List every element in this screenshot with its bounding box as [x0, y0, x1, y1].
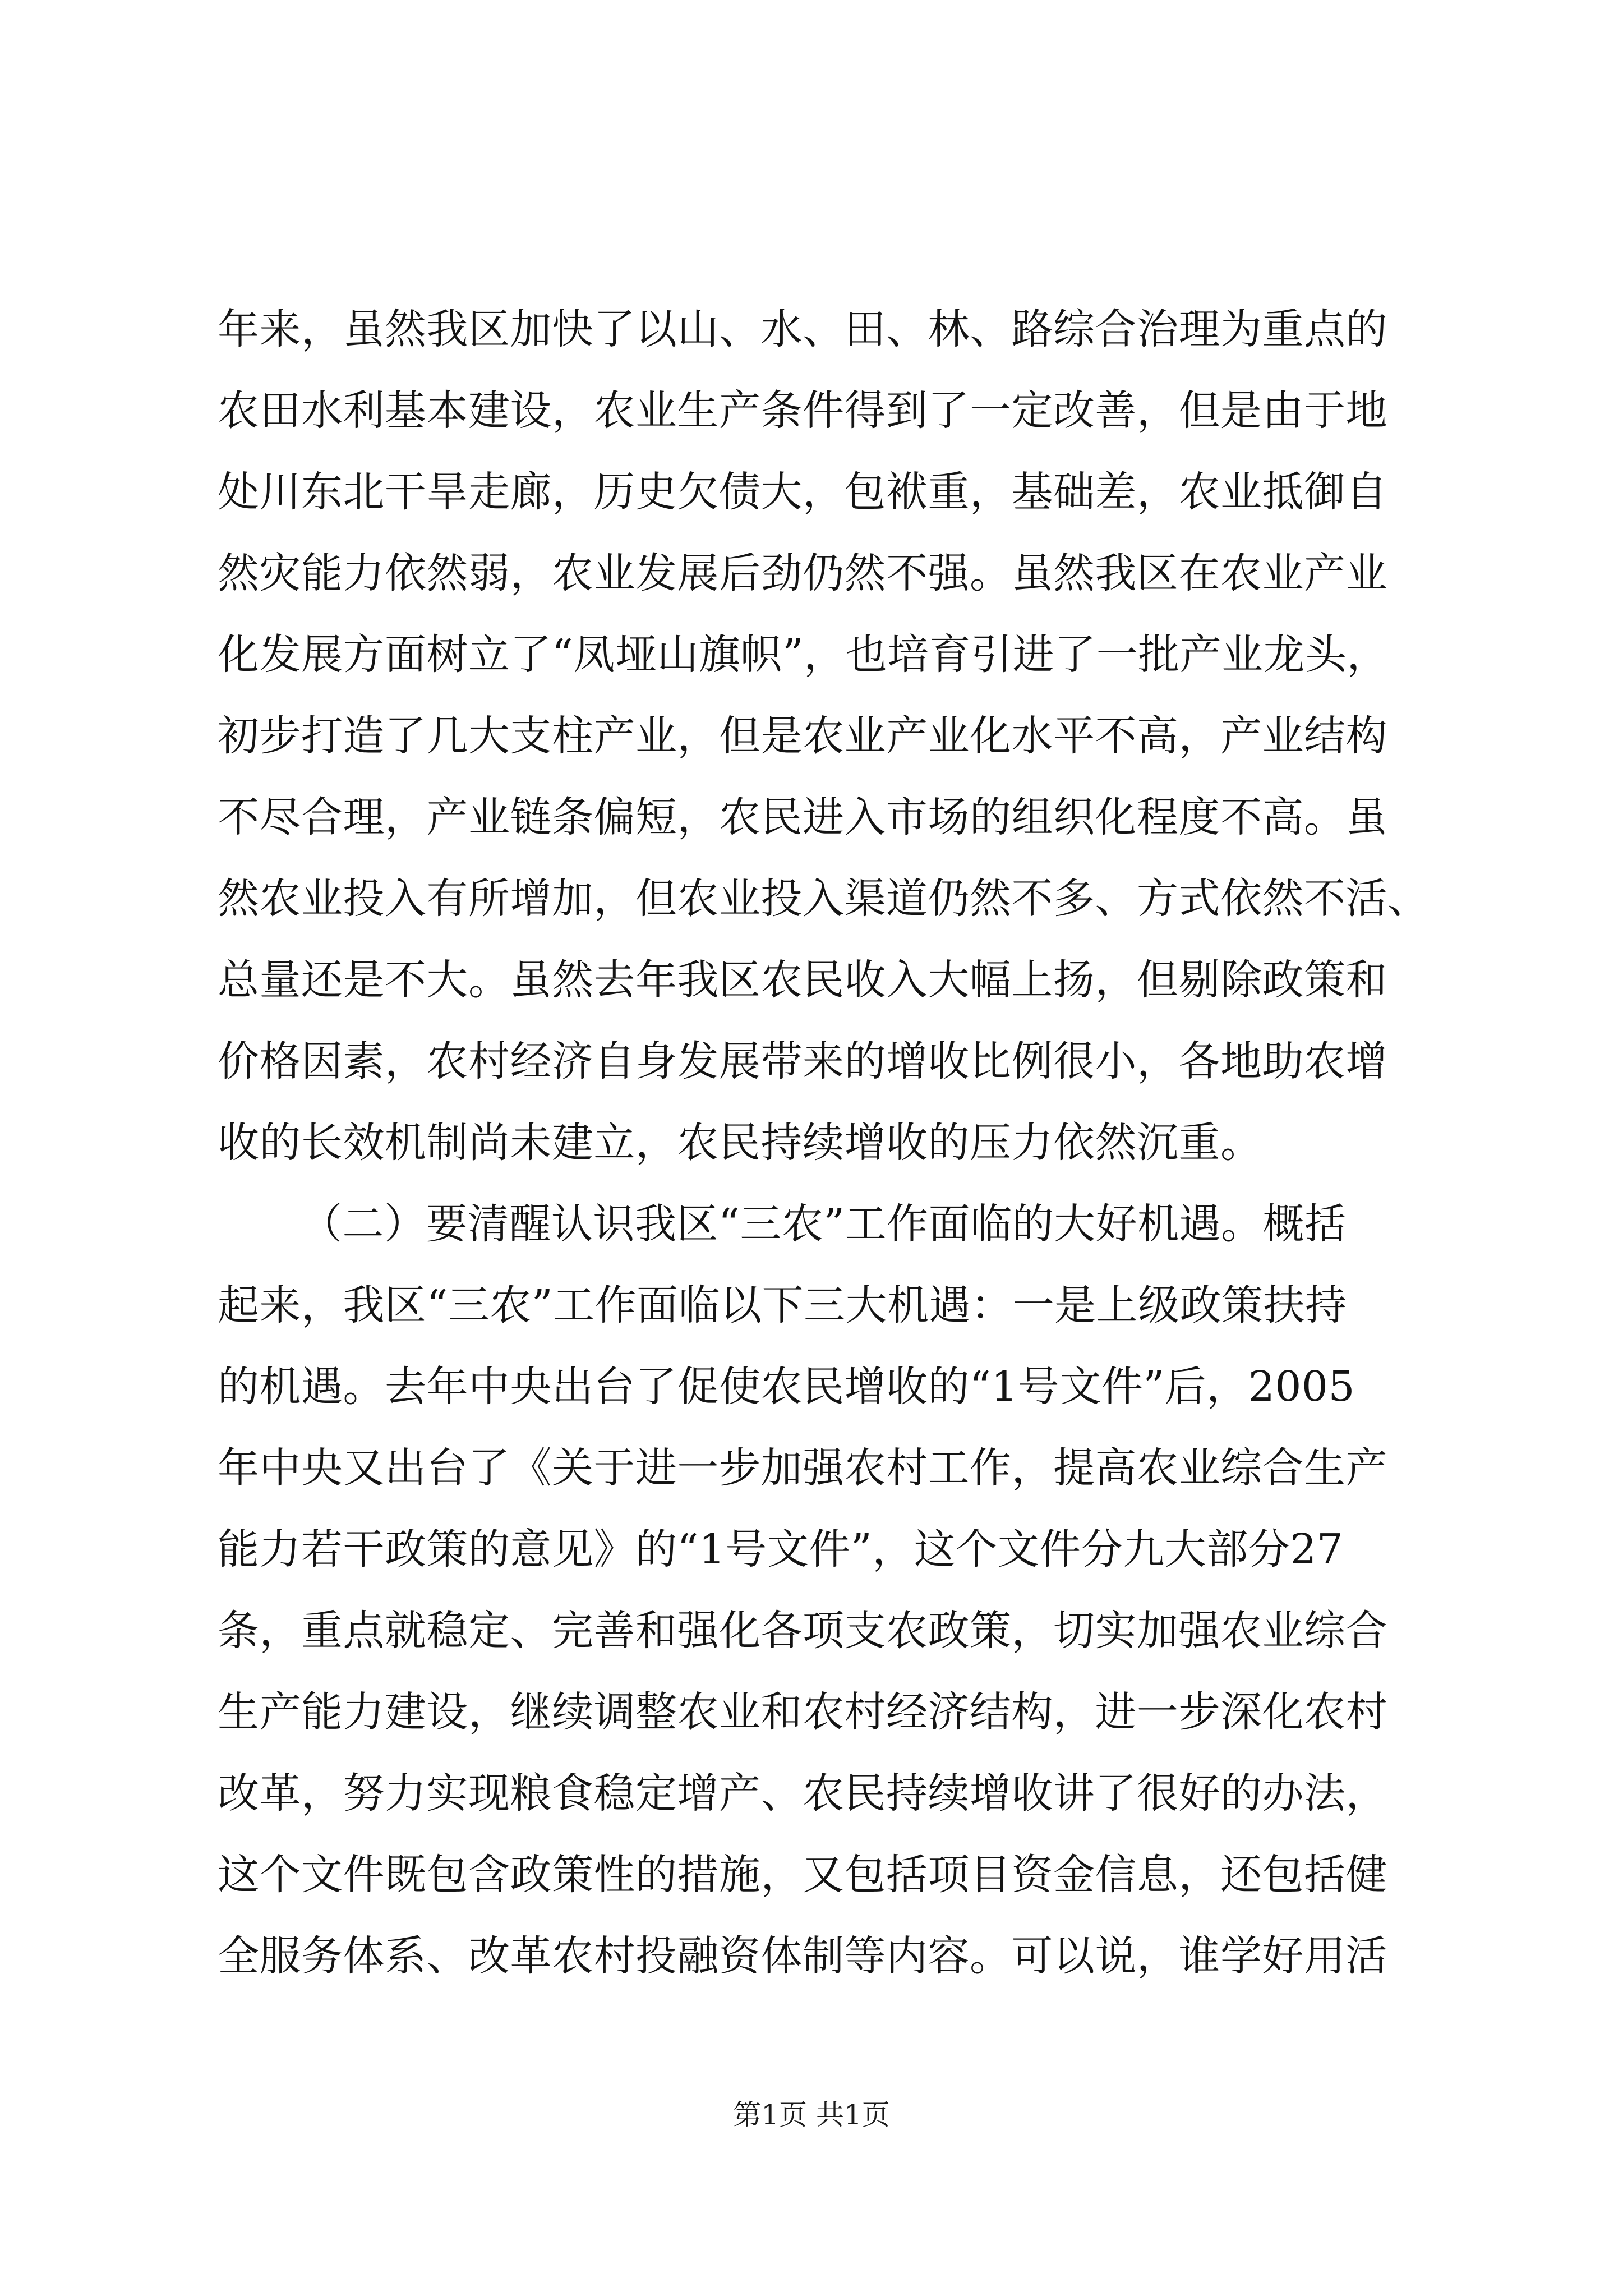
text-line: 价格因素，农村经济自身发展带来的增收比例很小，各地助农增	[218, 1037, 1387, 1085]
text-line: 年来，虽然我区加快了以山、水、田、林、路综合治理为重点的	[218, 305, 1387, 353]
text-line: 年中央又出台了《关于进一步加强农村工作，提高农业综合生产	[218, 1444, 1387, 1492]
text-line: 处川东北干旱走廊，历史欠债大，包袱重，基础差，农业抵御自	[218, 468, 1387, 516]
text-line: 生产能力建设，继续调整农业和农村经济结构，进一步深化农村	[218, 1688, 1387, 1736]
body-text	[218, 289, 1430, 1997]
text-line: 农田水利基本建设，农业生产条件得到了一定改善，但是由于地	[218, 386, 1387, 435]
text-line: 初步打造了几大支柱产业，但是农业产业化水平不高，产业结构	[218, 712, 1387, 760]
page-footer: 第1页 共1页	[733, 2099, 890, 2131]
text-line: 化发展方面树立了“凤垭山旗帜”，也培育引进了一批产业龙头，	[218, 631, 1389, 679]
text-line: 总量还是不大。虽然去年我区农民收入大幅上扬，但剔除政策和	[218, 956, 1387, 1004]
paragraph-start-line: （二）要清醒认识我区“三农”工作面临的大好机遇。概括	[301, 1200, 1347, 1248]
text-line: 改革，努力实现粮食稳定增产、农民持续增收讲了很好的办法，	[218, 1769, 1387, 1818]
text-line: 能力若干政策的意见》的“1号文件”，这个文件分九大部分27	[218, 1525, 1344, 1573]
text-line: 不尽合理，产业链条偏短，农民进入市场的组织化程度不高。虽	[218, 793, 1387, 841]
text-line: 然灾能力依然弱，农业发展后劲仍然不强。虽然我区在农业产业	[218, 549, 1387, 597]
text-line: 然农业投入有所增加，但农业投入渠道仍然不多、方式依然不活、	[218, 875, 1430, 923]
text-line: 条，重点就稳定、完善和强化各项支农政策，切实加强农业综合	[218, 1607, 1387, 1655]
text-line: 这个文件既包含政策性的措施，又包括项目资金信息，还包括健	[218, 1851, 1387, 1899]
text-line: 起来，我区“三农”工作面临以下三大机遇：一是上级政策扶持	[218, 1281, 1347, 1329]
text-line: 全服务体系、改革农村投融资体制等内容。可以说，谁学好用活	[218, 1932, 1387, 1980]
text-line: 的机遇。去年中央出台了促使农民增收的“1号文件”后，2005	[218, 1363, 1355, 1411]
text-line: 收的长效机制尚未建立，农民持续增收的压力依然沉重。	[218, 1119, 1262, 1167]
